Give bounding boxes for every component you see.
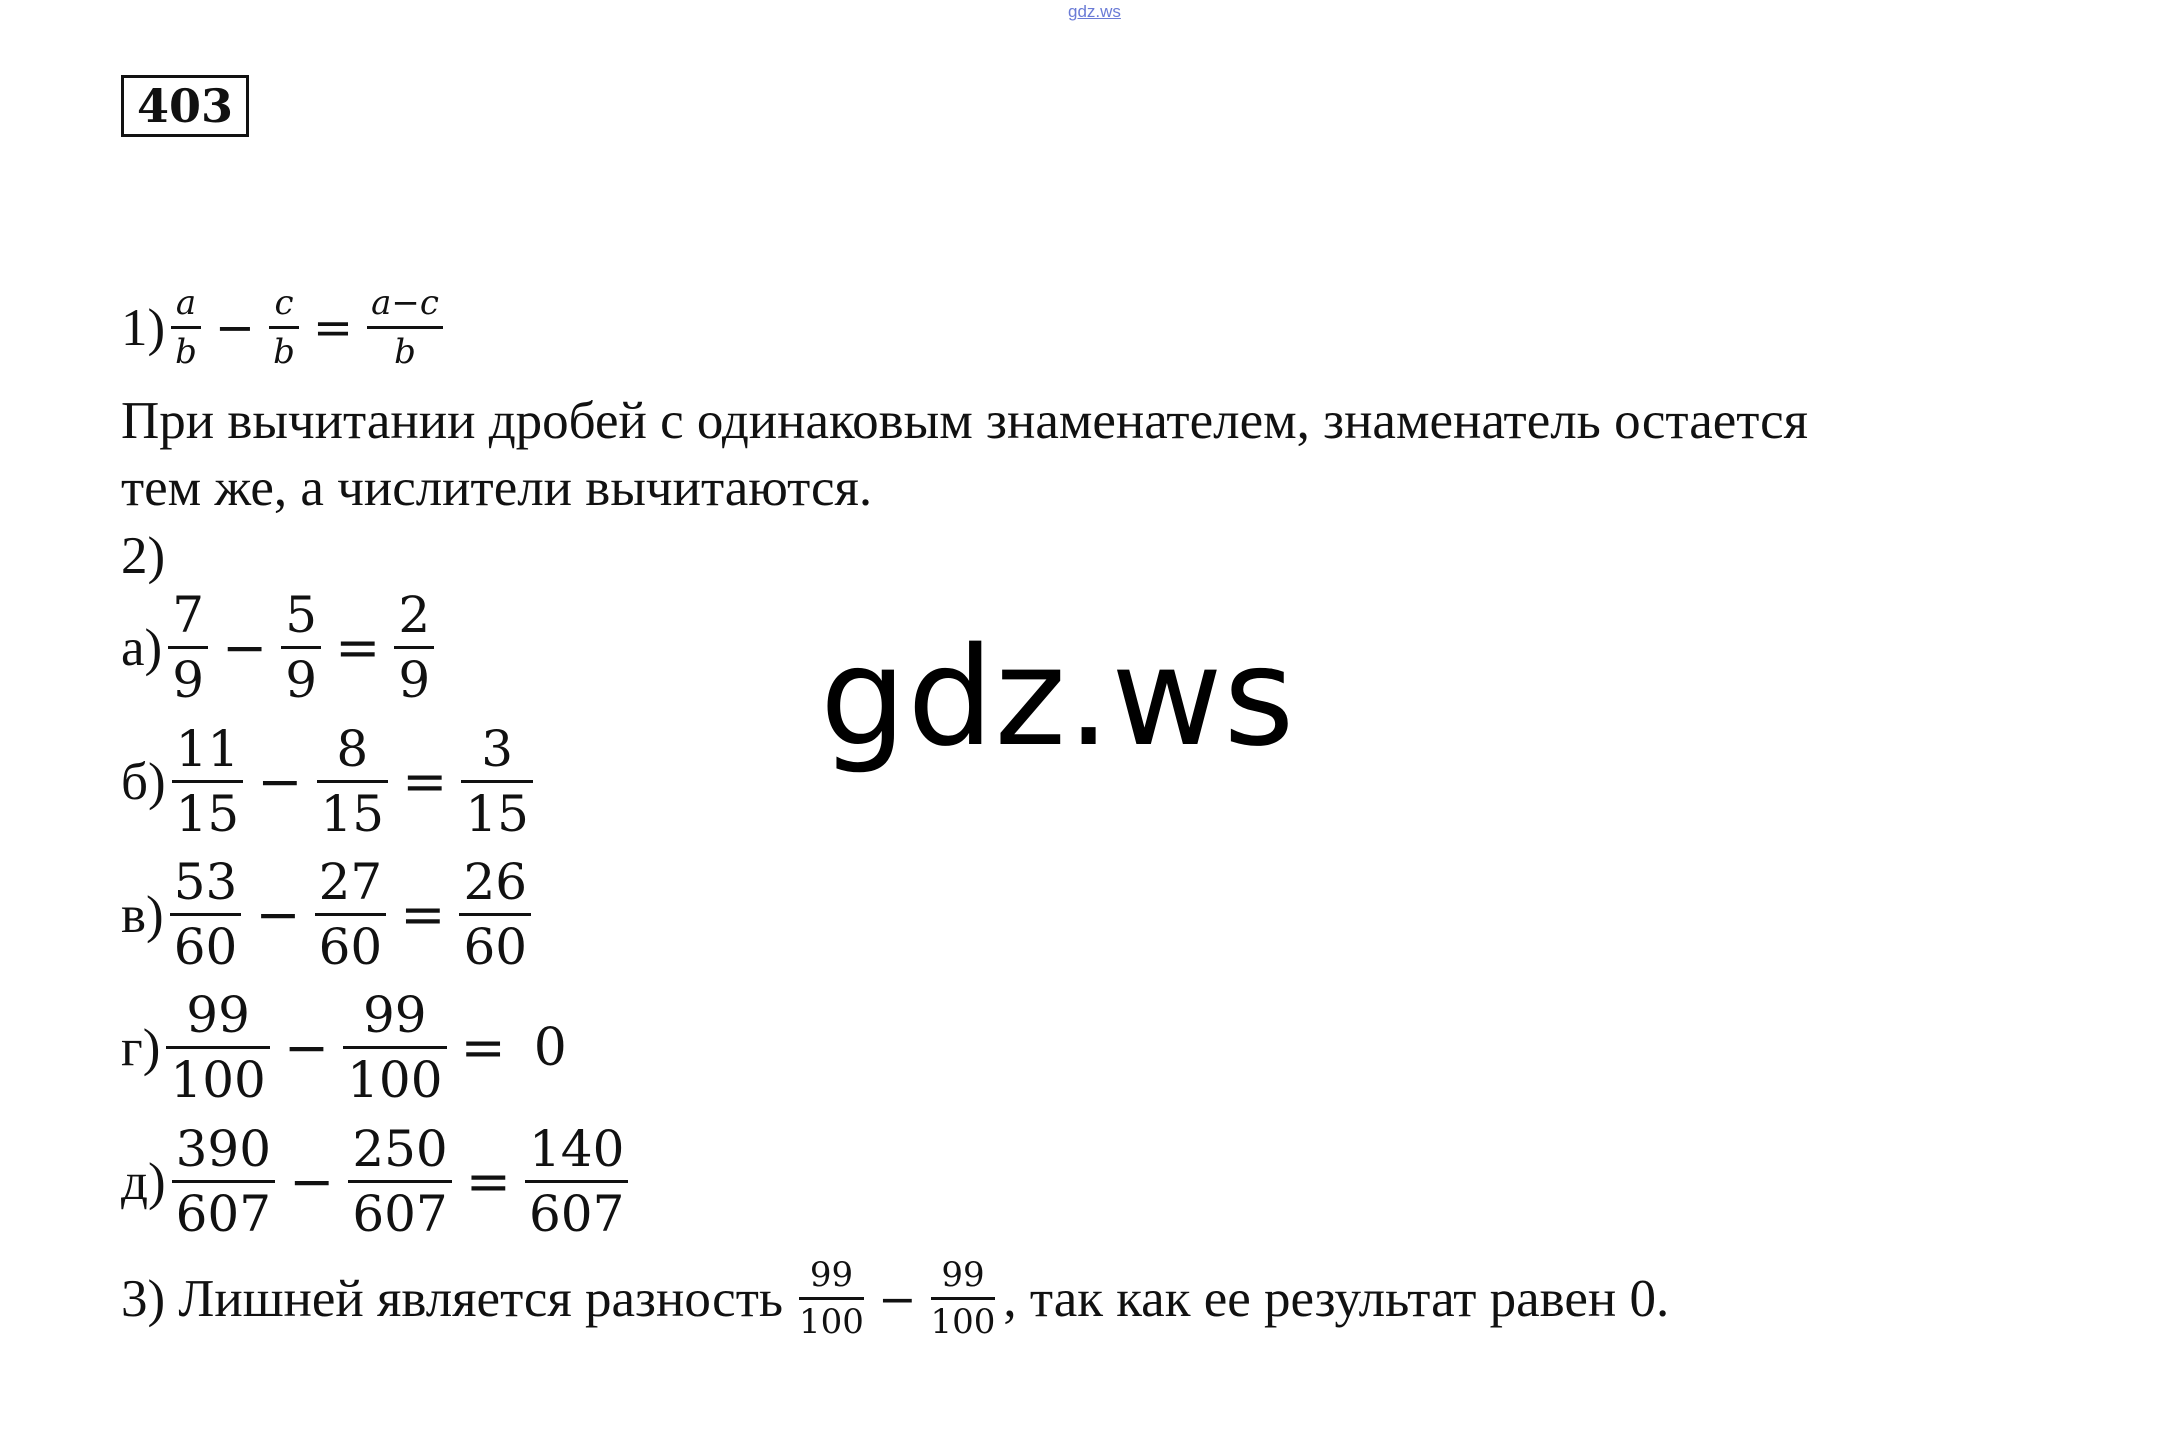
denominator: 15 xyxy=(175,785,240,843)
equals-sign: = xyxy=(400,882,446,946)
minus-sign: − xyxy=(289,1149,335,1213)
denominator: 100 xyxy=(347,1051,443,1109)
numerator: 99 xyxy=(362,986,427,1044)
fraction-bar xyxy=(931,1297,996,1300)
fraction-bar xyxy=(166,1046,269,1049)
fraction xyxy=(799,1255,864,1342)
part3-text-after: , так как ее результат равен 0. xyxy=(1003,1269,1670,1328)
numerator: 3 xyxy=(481,720,514,778)
denominator: 100 xyxy=(930,1302,996,1342)
numerator: 99 xyxy=(186,986,250,1044)
equals-sign: = xyxy=(465,1149,511,1213)
fraction xyxy=(930,1255,996,1342)
numerator: 390 xyxy=(175,1120,272,1178)
part3-text-before: 3) Лишней является разность xyxy=(121,1269,784,1328)
item-label: б) xyxy=(121,752,166,811)
fraction xyxy=(172,720,244,843)
item-label: д) xyxy=(121,1152,166,1211)
numerator: a−c xyxy=(371,283,439,323)
fraction-bar xyxy=(168,646,208,649)
fraction-bar xyxy=(343,1046,446,1049)
minus-sign: − xyxy=(877,1271,917,1326)
item-label: а) xyxy=(121,618,163,677)
fraction xyxy=(281,586,321,709)
numerator: 7 xyxy=(172,586,204,644)
part2-label: 2) xyxy=(121,527,166,585)
part1-label: 1) xyxy=(121,298,166,357)
fraction-bar xyxy=(525,1180,628,1183)
fraction xyxy=(367,283,443,372)
fraction xyxy=(343,986,446,1109)
denominator: b xyxy=(175,332,197,372)
fraction-bar xyxy=(281,646,321,649)
equals-sign: = xyxy=(312,299,354,356)
minus-sign: − xyxy=(222,615,268,679)
numerator: 27 xyxy=(318,853,383,911)
part2-item-d xyxy=(121,986,567,1109)
minus-sign: − xyxy=(257,749,303,813)
fraction xyxy=(525,1120,628,1243)
fraction-bar xyxy=(172,1180,275,1183)
fraction-bar xyxy=(459,913,531,916)
minus-sign: − xyxy=(255,882,301,946)
equals-sign: = xyxy=(460,1015,506,1079)
denominator: 9 xyxy=(172,651,204,709)
part2-item-c xyxy=(121,853,531,976)
denominator: 15 xyxy=(320,785,385,843)
fraction-bar xyxy=(317,780,389,783)
denominator: 60 xyxy=(173,918,238,976)
result-value: 0 xyxy=(533,1017,567,1078)
denominator: b xyxy=(273,332,295,372)
numerator: 11 xyxy=(175,720,240,778)
fraction xyxy=(394,586,434,709)
denominator: b xyxy=(394,332,416,372)
fraction xyxy=(461,720,533,843)
denominator: 15 xyxy=(465,785,529,843)
part2-item-b xyxy=(121,720,533,843)
fraction xyxy=(459,853,531,976)
numerator: 2 xyxy=(398,586,431,644)
fraction-bar xyxy=(394,646,434,649)
fraction-bar xyxy=(367,326,443,329)
numerator: 99 xyxy=(809,1255,854,1295)
fraction-bar xyxy=(269,326,299,329)
denominator: 607 xyxy=(529,1185,625,1243)
part1-text-line2: тем же, а числители вычитаются. xyxy=(121,459,873,517)
part1-text-line1: При вычитании дробей с одинаковым знаменателем, знаменатель остается xyxy=(121,392,1808,450)
fraction xyxy=(317,720,389,843)
minus-sign: − xyxy=(283,1015,330,1079)
denominator: 100 xyxy=(799,1302,864,1342)
numerator: 140 xyxy=(529,1120,625,1178)
fraction xyxy=(172,1120,275,1243)
fraction xyxy=(348,1120,451,1243)
item-label: в) xyxy=(121,885,164,944)
numerator: 250 xyxy=(352,1120,448,1178)
fraction xyxy=(170,853,242,976)
numerator: a xyxy=(175,283,197,323)
denominator: 607 xyxy=(175,1185,272,1243)
part2-item-a xyxy=(121,586,434,709)
numerator: 5 xyxy=(285,586,318,644)
fraction-bar xyxy=(315,913,387,916)
denominator: 607 xyxy=(352,1185,448,1243)
denominator: 100 xyxy=(170,1051,266,1109)
fraction-bar xyxy=(171,326,201,329)
numerator: 53 xyxy=(173,853,238,911)
equals-sign: = xyxy=(402,749,448,813)
numerator: 8 xyxy=(336,720,369,778)
fraction-bar xyxy=(348,1180,451,1183)
numerator: 26 xyxy=(463,853,528,911)
part3-line xyxy=(121,1255,1670,1342)
fraction xyxy=(166,986,269,1109)
fraction xyxy=(168,586,208,709)
denominator: 9 xyxy=(285,651,318,709)
center-watermark: gdz.ws xyxy=(820,619,1296,777)
task-number: 403 xyxy=(121,75,249,137)
denominator: 60 xyxy=(463,918,528,976)
fraction-bar xyxy=(461,780,533,783)
fraction-bar xyxy=(172,780,244,783)
fraction-bar xyxy=(170,913,242,916)
minus-sign: − xyxy=(214,299,256,356)
denominator: 9 xyxy=(398,651,431,709)
denominator: 60 xyxy=(318,918,383,976)
top-watermark: gdz.ws xyxy=(1068,2,1121,21)
fraction xyxy=(171,283,201,372)
numerator: 99 xyxy=(941,1255,985,1295)
part1-formula xyxy=(121,283,443,372)
equals-sign: = xyxy=(335,615,381,679)
part2-item-e xyxy=(121,1120,628,1243)
fraction-bar xyxy=(799,1297,864,1300)
fraction xyxy=(269,283,299,372)
numerator: c xyxy=(274,283,294,323)
fraction xyxy=(315,853,387,976)
item-label: г) xyxy=(121,1018,161,1077)
